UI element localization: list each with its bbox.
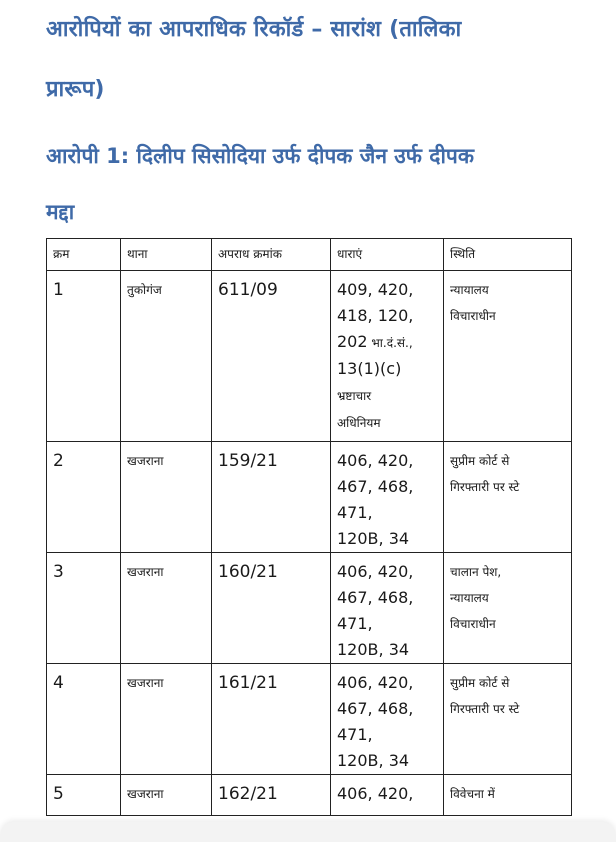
- cell-status: [444, 553, 572, 664]
- header-station: थाना: [121, 239, 212, 271]
- case-number: 160/21: [218, 562, 278, 582]
- case-number: 161/21: [218, 673, 278, 693]
- accused-heading-line1: आरोपी 1: दिलीप सिसोदिया उर्फ दीपक जैन उर्फ दीपक: [46, 144, 474, 168]
- header-sections: धाराएं: [331, 239, 444, 271]
- sections-pc-act-suffix: भ्रष्टाचार अधिनियम: [337, 389, 381, 430]
- cell-sections: [331, 664, 444, 775]
- case-status: सुप्रीम कोर्ट से गिरफ्तारी पर स्टे: [450, 454, 520, 494]
- cell-case-number: [212, 775, 331, 816]
- header-case-number: अपराध क्रमांक: [212, 239, 331, 271]
- cell-case-number: [212, 664, 331, 775]
- police-station: खजराना: [127, 787, 164, 801]
- table-header-row: [47, 239, 572, 271]
- cell-station: [121, 775, 212, 816]
- police-station: खजराना: [127, 676, 164, 690]
- cell-status: [444, 775, 572, 816]
- document-title: [46, 0, 606, 120]
- cell-serial: [47, 775, 121, 816]
- table-row: [47, 271, 572, 442]
- sections-ipc-suffix: भा.दं.सं.,: [367, 336, 413, 350]
- serial-number: 3: [53, 562, 64, 582]
- police-station: खजराना: [127, 565, 164, 579]
- table-row: [47, 553, 572, 664]
- case-status: न्यायालय विचाराधीन: [450, 283, 496, 323]
- sections-pc-act: 13(1)(c): [337, 359, 402, 378]
- cell-case-number: [212, 271, 331, 442]
- cell-sections: [331, 553, 444, 664]
- serial-number: 2: [53, 451, 64, 471]
- case-status: विवेचना में: [450, 787, 495, 801]
- cell-case-number: [212, 553, 331, 664]
- accused-heading-line2: मद्दा: [46, 200, 75, 224]
- cell-serial: [47, 271, 121, 442]
- header-status: स्थिति: [444, 239, 572, 271]
- cell-serial: [47, 442, 121, 553]
- cell-sections: [331, 442, 444, 553]
- sections-list: 406, 420, 467, 468, 471, 120B, 34: [337, 673, 414, 770]
- police-station: खजराना: [127, 454, 164, 468]
- cell-status: [444, 664, 572, 775]
- serial-number: 4: [53, 673, 64, 693]
- sections-list: 406, 420, 467, 468, 471, 120B, 34: [337, 451, 414, 548]
- cell-status: [444, 442, 572, 553]
- cell-sections: [331, 775, 444, 816]
- table-row: [47, 775, 572, 816]
- document-title-line2: प्रारूप): [46, 77, 105, 102]
- case-number: 162/21: [218, 784, 278, 804]
- serial-number: 1: [53, 280, 64, 300]
- sections-ipc: 409, 420, 418, 120, 202: [337, 280, 414, 351]
- cell-case-number: [212, 442, 331, 553]
- case-status: सुप्रीम कोर्ट से गिरफ्तारी पर स्टे: [450, 676, 520, 716]
- case-status: चालान पेश, न्यायालय विचाराधीन: [450, 565, 502, 631]
- cell-station: [121, 553, 212, 664]
- cell-station: [121, 664, 212, 775]
- cell-station: [121, 271, 212, 442]
- sections-list: 406, 420,: [337, 784, 414, 803]
- cell-status: [444, 271, 572, 442]
- document-title-line1: आरोपियों का आपराधिक रिकॉर्ड – सारांश (तालिका: [46, 17, 462, 42]
- sections-list: [337, 271, 437, 436]
- cell-serial: [47, 664, 121, 775]
- police-station: तुकोगंज: [127, 283, 162, 297]
- case-number: 159/21: [218, 451, 278, 471]
- case-number: 611/09: [218, 280, 278, 300]
- table-row: [47, 442, 572, 553]
- serial-number: 5: [53, 784, 64, 804]
- table-row: [47, 664, 572, 775]
- accused-heading: [46, 128, 606, 240]
- criminal-record-table: [46, 238, 572, 816]
- sections-list: 406, 420, 467, 468, 471, 120B, 34: [337, 562, 414, 659]
- header-serial: क्रम: [47, 239, 121, 271]
- cell-sections: [331, 271, 444, 442]
- cell-serial: [47, 553, 121, 664]
- cell-station: [121, 442, 212, 553]
- bottom-sheet-edge[interactable]: [0, 822, 616, 842]
